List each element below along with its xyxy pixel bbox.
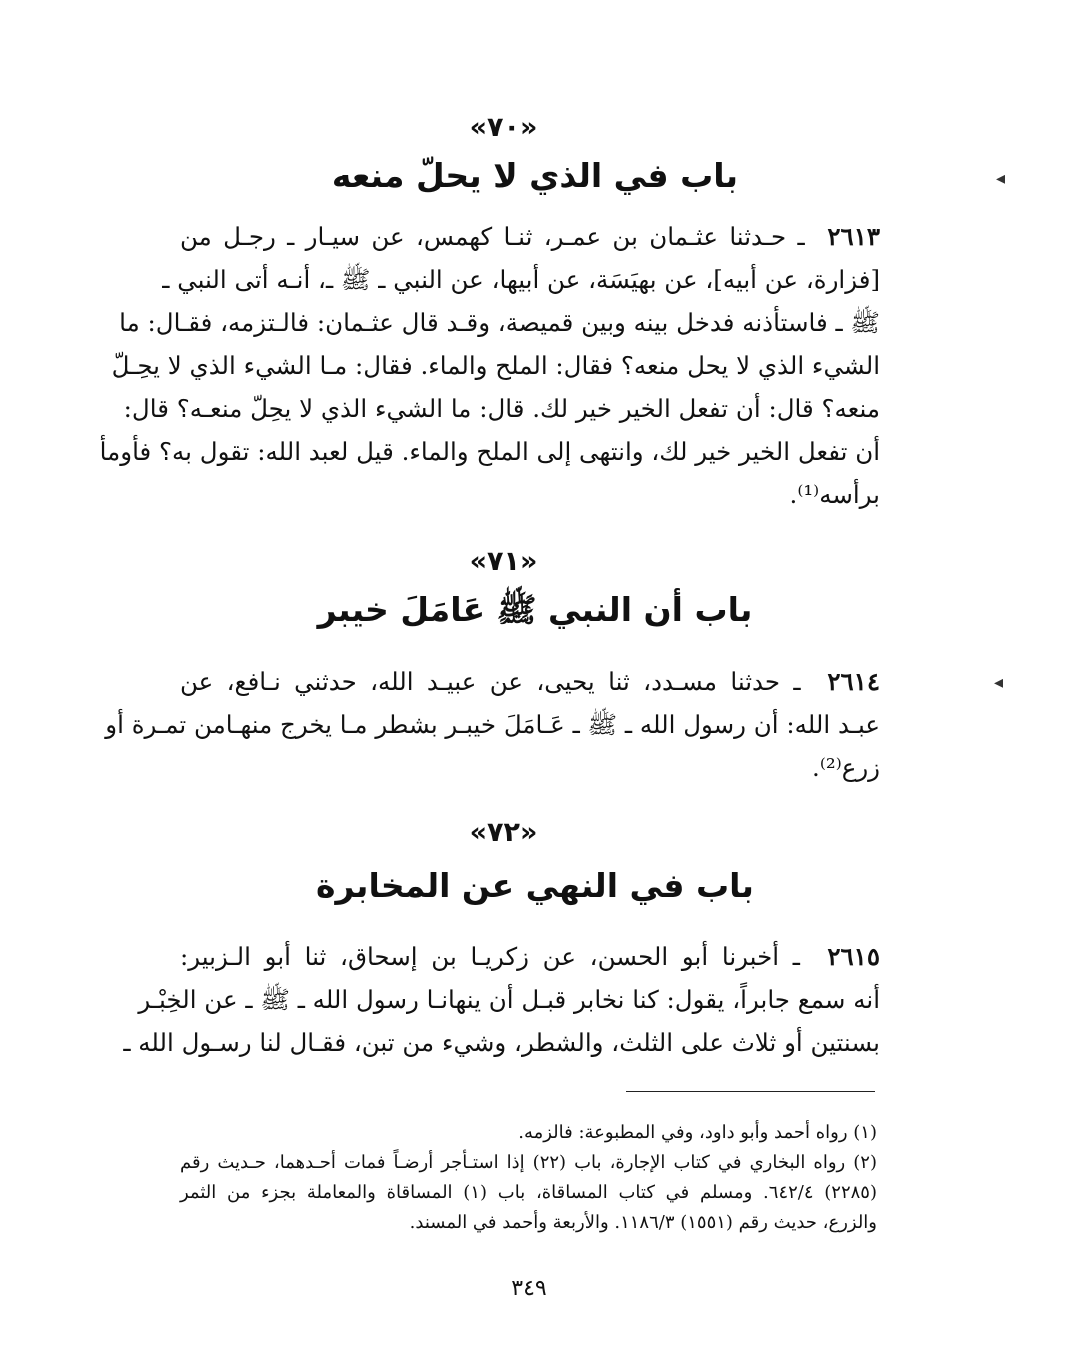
text-line: ﷺ ـ فاستأذنه فدخل بينه وبين قميصة، وقـد قال عثـمان: فالـتزمه، فقـال: ما (119, 308, 880, 337)
text-line: أن تفعل الخير خير لك، وانتهى إلى الملح والماء. قيل لعبد الله: تقول به؟ فأومأ (99, 437, 880, 466)
scan-margin-mark: ◂ (994, 672, 1004, 693)
footnotes (180, 1118, 877, 1238)
chapter-title: باب في النهي عن المخابرة (316, 866, 754, 905)
footnote-divider (626, 1091, 875, 1092)
chapter-number: «٧٠» (469, 112, 538, 143)
chapter-title: باب في الذي لا يحلّ منعه (331, 156, 739, 195)
footnote-line: (٢٢٨٥) ٦٤٢/٤. ومسلم في كتاب المساقاة، باب (١) المساقاة والمعاملة بجزء من الثمر (180, 1182, 877, 1203)
page-number: ٣٤٩ (511, 1276, 547, 1301)
hadith-text (123, 935, 880, 1064)
hadith-number: ٢٦١٣ (827, 222, 881, 251)
hadith-text (99, 215, 881, 516)
text-line: بسنتين أو ثلاث على الثلث، والشطر، وشيء من تبن، فقـال لنا رسـول الله ـ (123, 1028, 880, 1057)
hadith-number: ٢٦١٤ (827, 667, 880, 696)
chapter-title: باب أن النبي ﷺ عَامَلَ خيبر (317, 590, 753, 629)
text-line: منعه؟ قال: أن تفعل الخير خير لك. قال: ما الشيء الذي لا يحِلّ منعـه؟ قال: (123, 394, 880, 423)
text-line: برأسه⁽¹⁾. (789, 480, 880, 509)
text-line: [فزارة، عن أبيه]، عن بهيَسَة، عن أبيها، عن النبي ـ ﷺ ـ، أنـه أتى النبي ـ (162, 265, 880, 294)
text-line: ٢٦١٤ ـ حدثنا مسـدد، ثنا يحيى، عن عبيـد الله، حدثني نـافع، عن (180, 667, 880, 696)
text-line: ٢٦١٣ ـ حـدثنا عثـمان بن عمـر، ثنـا كهمس، عن سيـار ـ رجـل من (180, 222, 881, 251)
footnote-line: والزرع، حديث رقم (١٥٥١) ١١٨٦/٣. والأربعة وأحمد في المسند. (409, 1212, 877, 1233)
text-line: زرع⁽²⁾. (812, 753, 880, 782)
text-line: أنه سمع جابراً، يقول: كنا نخابر قبـل أن ينهانـا رسول الله ـ ﷺ ـ عن الخِبْـر (138, 985, 880, 1014)
hadith-number: ٢٦١٥ (827, 942, 880, 971)
scan-margin-mark: ◂ (996, 168, 1006, 189)
text-line: ٢٦١٥ ـ أخبرنا أبو الحسن، عن زكريـا بن إسحاق، ثنا أبو الـزبير: (180, 942, 880, 971)
footnote-line: (٢) رواه البخاري في كتاب الإجارة، باب (٢٢) إذا استـأجر أرضـاً فمات أحـدهما، حـديث رقم (180, 1152, 877, 1173)
footnote-line: (١) رواه أحمد وأبو داود، وفي المطبوعة: فالزمه. (518, 1122, 877, 1143)
chapter-number: «٧١» (469, 546, 538, 577)
chapter-number: «٧٢» (469, 817, 538, 848)
hadith-text (105, 660, 880, 789)
text-line: عبـد الله: أن رسول الله ـ ﷺ ـ عَـامَلَ خيبـر بشطر مـا يخرج منهـامن تمـرة أو (105, 710, 880, 739)
text-line: الشيء الذي لا يحل منعه؟ فقال: الملح والماء. فقال: مـا الشيء الذي لا يحِـلّ (111, 351, 880, 380)
